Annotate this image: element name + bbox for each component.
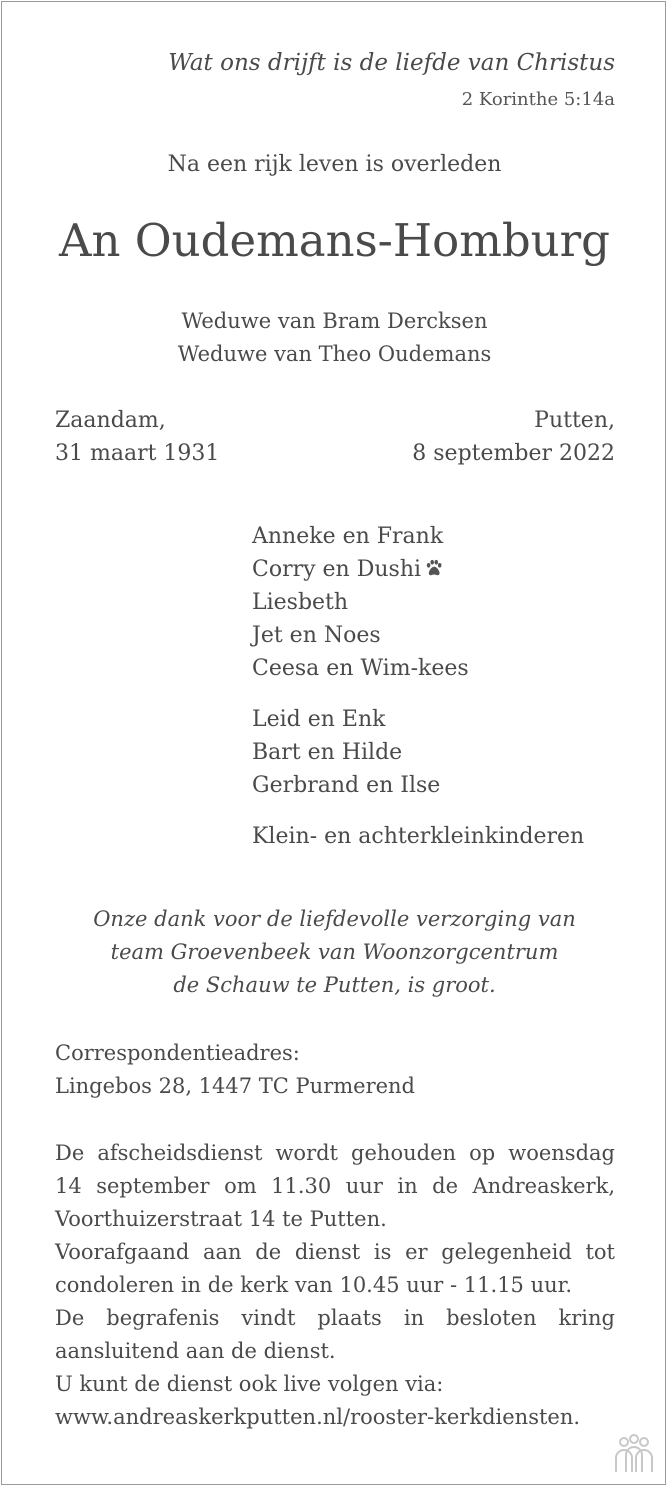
service-details [55, 1137, 615, 1434]
thanks-line-1: Onze dank voor de liefdevolle verzorging van [93, 907, 576, 931]
thanks-line-3: de Schauw te Putten, is groot. [173, 973, 496, 997]
widow-line-2: Weduwe van Theo Oudemans [177, 342, 492, 366]
family-member: Leid en Enk [252, 707, 386, 732]
service-line: De begrafenis vindt plaats in besloten kring [55, 1306, 615, 1330]
family-member: Bart en Hilde [252, 740, 403, 765]
service-line: condoleren in de kerk van 10.45 uur - 11.15 uur. [55, 1273, 573, 1297]
service-line: De afscheidsdienst wordt gehouden op woensdag [55, 1141, 615, 1165]
intro-text: Na een rijk leven is overleden [167, 152, 502, 177]
correspondence-address: Lingebos 28, 1447 TC Purmerend [55, 1074, 416, 1098]
widow-line-1: Weduwe van Bram Dercksen [181, 309, 488, 333]
service-link[interactable]: www.andreaskerkputten.nl/rooster-kerkdiensten. [55, 1405, 581, 1429]
service-line: Voorthuizerstraat 14 te Putten. [55, 1207, 387, 1231]
service-line: aansluitend aan de dienst. [55, 1339, 336, 1363]
birth-date: 31 maart 1931 [55, 441, 220, 466]
death-date: 8 september 2022 [412, 441, 615, 466]
deceased-name: An Oudemans-Homburg [59, 214, 610, 267]
birth-place: Zaandam, [55, 408, 166, 433]
service-line: Voorafgaand aan de dienst is er gelegenheid tot [55, 1240, 615, 1264]
service-line: U kunt de dienst ook live volgen via: [55, 1372, 444, 1396]
family-member: Anneke en Frank [252, 524, 444, 549]
correspondence-label: Correspondentieadres: [55, 1041, 300, 1065]
thanks-line-2: team Groevenbeek van Woonzorgcentrum [110, 940, 559, 964]
motto-quote: Wat ons drijft is de liefde van Christus [168, 50, 615, 76]
grandchildren-line: Klein- en achterkleinkinderen [252, 824, 585, 849]
family-member: Jet en Noes [252, 623, 381, 648]
death-place: Putten, [534, 408, 615, 433]
family-member: Liesbeth [252, 590, 349, 615]
paw-icon [425, 559, 443, 577]
bible-reference: 2 Korinthe 5:14a [461, 89, 615, 110]
service-line: 14 september om 11.30 uur in de Andreaskerk, [55, 1174, 615, 1198]
family-member: Gerbrand en Ilse [252, 773, 441, 798]
family-member: Ceesa en Wim-kees [252, 656, 469, 681]
people-group-logo-icon [611, 1434, 657, 1474]
family-member: Corry en Dushi [252, 557, 443, 582]
